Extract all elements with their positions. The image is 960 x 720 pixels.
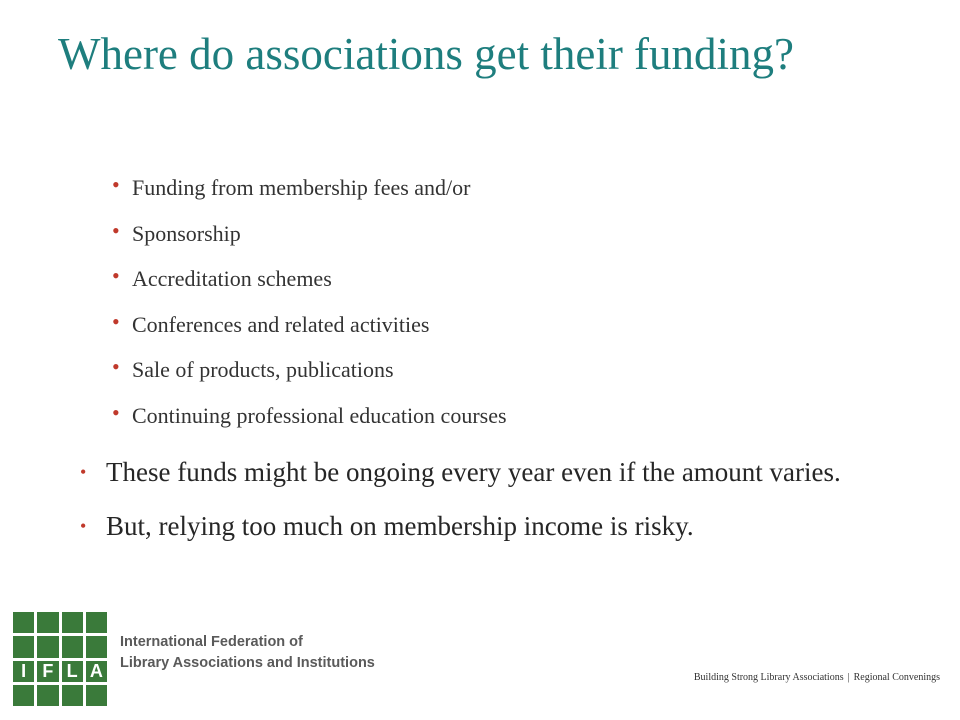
sub-bullet-text: Sale of products, publications [132, 357, 394, 382]
footer [694, 672, 940, 683]
main-bullet-item [78, 506, 898, 546]
logo-cell [37, 685, 58, 706]
logo-letter: L [62, 661, 83, 682]
logo-letter: I [13, 661, 34, 682]
logo-line-1: International Federation of [120, 634, 303, 650]
logo-cell [37, 612, 58, 633]
main-bullet-text: But, relying too much on membership income is risky. [106, 511, 694, 541]
bullet-dot-icon: • [80, 516, 87, 536]
bullet-dot-icon: • [80, 462, 87, 482]
logo-cell [62, 636, 83, 657]
footer-separator: | [847, 672, 850, 683]
logo-letter: F [37, 661, 58, 682]
footer-left: Building Strong Library Associations [693, 672, 844, 683]
sub-bullet-item [110, 307, 507, 353]
logo-cell [62, 612, 83, 633]
bullet-dot-icon: • [112, 172, 120, 197]
main-bullet-item [78, 452, 898, 492]
logo-cell [37, 636, 58, 657]
logo-cell [86, 685, 107, 706]
logo-cell [86, 636, 107, 657]
logo-cell [86, 612, 107, 633]
sub-bullet-item [110, 261, 507, 307]
sub-bullet-text: Funding from membership fees and/or [132, 175, 471, 200]
logo-wordmark [120, 632, 375, 674]
logo-cell [13, 612, 34, 633]
logo-cell [13, 636, 34, 657]
bullet-dot-icon: • [112, 354, 120, 379]
main-bullet-text: These funds might be ongoing every year even if the amount varies. [106, 457, 841, 487]
sub-bullet-text: Conferences and related activities [132, 311, 430, 337]
logo-cell [62, 685, 83, 706]
sub-bullet-list [110, 170, 507, 443]
sub-bullet-item [110, 170, 507, 216]
logo-letter: A [86, 661, 107, 682]
sub-bullet-item [110, 398, 507, 444]
ifla-logo-icon [13, 612, 107, 706]
sub-bullet-text: Accreditation schemes [132, 266, 332, 291]
bullet-dot-icon: • [112, 217, 120, 243]
sub-bullet-item [110, 352, 507, 398]
bullet-dot-icon: • [112, 308, 120, 334]
sub-bullet-item [110, 216, 507, 262]
sub-bullet-text: Continuing professional education courses [132, 402, 507, 428]
bullet-dot-icon: • [112, 263, 120, 288]
footer-right: Regional Convenings [853, 672, 940, 683]
main-bullet-list [78, 452, 898, 560]
logo-line-2: Library Associations and Institutions [120, 655, 375, 671]
logo-cell [13, 685, 34, 706]
bullet-dot-icon: • [112, 399, 120, 425]
slide-title: Where do associations get their funding? [58, 29, 795, 79]
sub-bullet-text: Sponsorship [132, 220, 241, 246]
